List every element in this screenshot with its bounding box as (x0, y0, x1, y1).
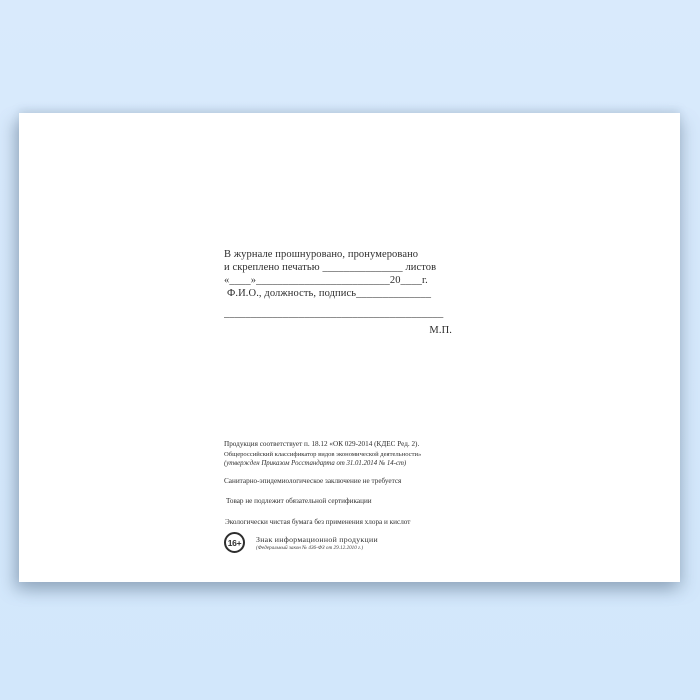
stamp-line-name-position-signature: Ф.И.О., должность, подпись______________ (227, 287, 432, 299)
age-rating-row (224, 532, 378, 553)
certification-statement: Товар не подлежит обязательной сертификации (226, 497, 372, 505)
compliance-line-2: Общероссийский классификатор видов экономической деятельности» (224, 450, 422, 458)
age-rating-caption (256, 532, 378, 552)
journal-back-page (19, 113, 680, 582)
compliance-line-1: Продукция соответствует п. 18.12 «ОК 029-2014 (КДЕС Ред. 2). (224, 440, 420, 448)
sanitary-statement: Санитарно-эпидемиологическое заключение не требуется (224, 477, 402, 485)
stamp-line-laced: В журнале прошнуровано, пронумеровано (224, 249, 419, 260)
stamp-line-sealed-sheets: и скреплено печатью _______________ листов (224, 261, 437, 273)
stamp-line-date-blank: «____»_________________________20____г. (224, 274, 428, 286)
stamp-certification-block (224, 249, 454, 337)
signature-blank-line: _________________________________________ (224, 307, 444, 319)
age-16-plus-icon (224, 532, 245, 553)
compliance-note (224, 440, 421, 468)
federal-law-reference: (Федеральный закон № 436-ФЗ от 29.12.2010 г.) (256, 544, 364, 551)
stamp-place-label: М.П. (429, 324, 452, 336)
age-badge-text: 16+ (227, 537, 242, 548)
information-product-mark-label: Знак информационной продукции (256, 535, 378, 544)
compliance-line-3: (утвержден Приказом Росстандарта от 31.01.2014 № 14-ст) (224, 460, 407, 467)
eco-paper-statement: Экологически чистая бумага без применения хлора и кислот (225, 518, 411, 526)
